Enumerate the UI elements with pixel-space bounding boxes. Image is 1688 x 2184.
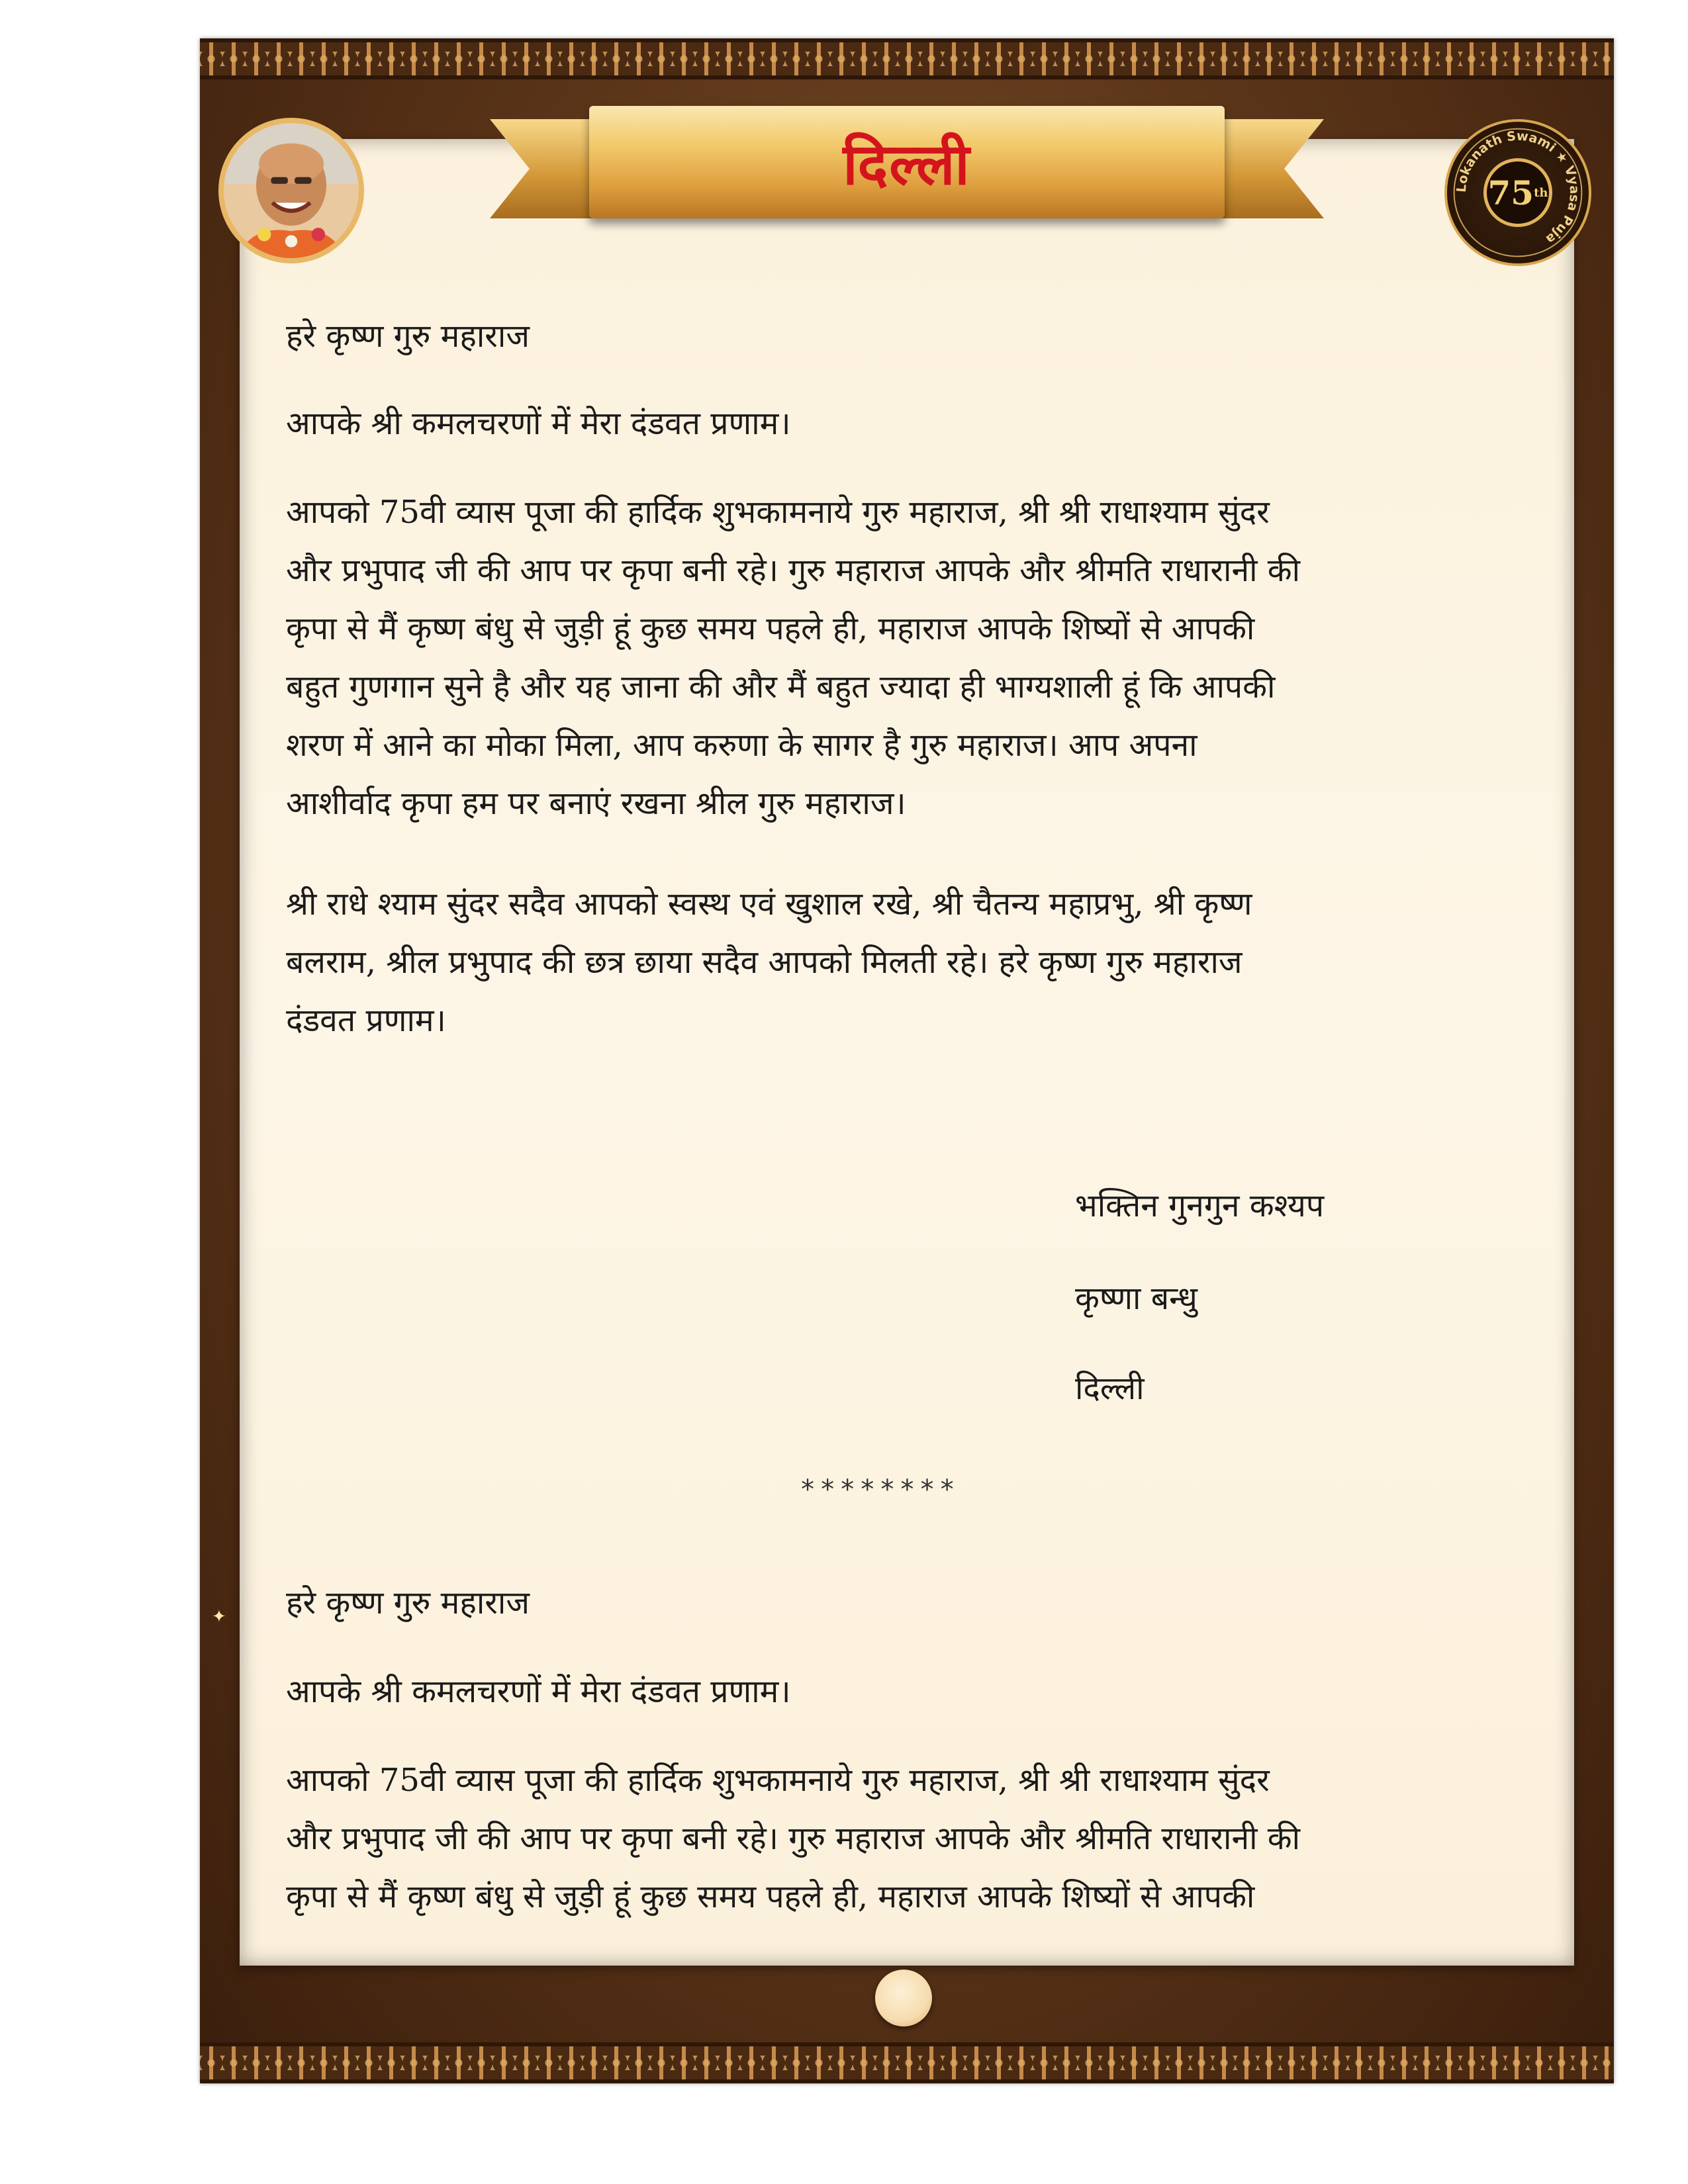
signature-group: कृष्णा बन्धु: [1075, 1280, 1197, 1317]
body-line: आशीर्वाद कृपा हम पर बनाएं रखना श्रील गुरु महाराज।: [286, 785, 906, 822]
badge-number-suffix: th: [1534, 185, 1548, 200]
badge-ring-text: Lokanath Swami ★ Vyasa Puja: [1453, 128, 1583, 248]
svg-text:Lokanath Swami ★ Vyasa Puja: [1454, 128, 1582, 248]
badge-number-value: 75: [1487, 173, 1534, 212]
title-ribbon: [490, 93, 1324, 258]
body-line: कृपा से मैं कृष्ण बंधु से जुड़ी हूं कुछ समय पहले ही, महाराज आपके शिष्यों से आपकी: [286, 1878, 1255, 1915]
letter1-body: [286, 483, 1477, 833]
vyasa-puja-75-badge: [1444, 119, 1591, 266]
closing-line: बलराम, श्रील प्रभुपाद की छत्र छाया सदैव आपको मिलती रहे। हरे कृष्ण गुरु महाराज: [286, 944, 1243, 981]
body-line: शरण में आने का मोका मिला, आप करुणा के सागर है गुरु महाराज। आप अपना: [286, 727, 1197, 764]
signature-city: दिल्ली: [1075, 1370, 1145, 1407]
sparkle-icon: ✦: [212, 1607, 226, 1627]
letter2-greeting: हरे कृष्ण गुरु महाराज: [286, 1584, 530, 1621]
guru-portrait-avatar: [218, 118, 364, 263]
badge-ring: [1447, 122, 1589, 263]
signature-name: भक्तिन गुनगुन कश्यप: [1075, 1187, 1325, 1224]
body-line: आपको 75वी व्यास पूजा की हार्दिक शुभकामनाये गुरु महाराज, श्री श्री राधाश्याम सुंदर: [286, 1762, 1270, 1799]
body-line: कृपा से मैं कृष्ण बंधु से जुड़ी हूं कुछ समय पहले ही, महाराज आपके शिष्यों से आपकी: [286, 610, 1255, 647]
closing-line: दंडवत प्रणाम।: [286, 1002, 446, 1039]
letter2-salutation: आपके श्री कमलचरणों में मेरा दंडवत प्रणाम।: [286, 1673, 791, 1710]
ribbon-banner: [589, 106, 1225, 218]
body-line: आपको 75वी व्यास पूजा की हार्दिक शुभकामनाये गुरु महाराज, श्री श्री राधाश्याम सुंदर: [286, 494, 1270, 531]
top-ornament-border: [200, 38, 1614, 79]
letter1-closing: [286, 875, 1477, 1050]
bottom-ornament-border: [200, 2042, 1614, 2083]
scroll-knob: [875, 1970, 932, 2026]
section-separator: ********: [800, 1475, 959, 1505]
body-line: और प्रभुपाद जी की आप पर कृपा बनी रहे। गुरु महाराज आपके और श्रीमति राधारानी की: [286, 552, 1301, 589]
page-title: दिल्ली: [843, 130, 971, 198]
portrait-icon: [224, 123, 359, 258]
letter2-body: [286, 1751, 1477, 1926]
letter1-salutation: आपके श्री कमलचरणों में मेरा दंडवत प्रणाम।: [286, 405, 791, 442]
letter1-greeting: हरे कृष्ण गुरु महाराज: [286, 318, 530, 355]
body-line: और प्रभुपाद जी की आप पर कृपा बनी रहे। गुरु महाराज आपके और श्रीमति राधारानी की: [286, 1820, 1301, 1857]
body-line: बहुत गुणगान सुने है और यह जाना की और मैं बहुत ज्यादा ही भाग्यशाली हूं कि आपकी: [286, 668, 1276, 705]
closing-line: श्री राधे श्याम सुंदर सदैव आपको स्वस्थ एवं खुशाल रखे, श्री चैतन्य महाप्रभु, श्री कृष्ण: [286, 886, 1252, 923]
